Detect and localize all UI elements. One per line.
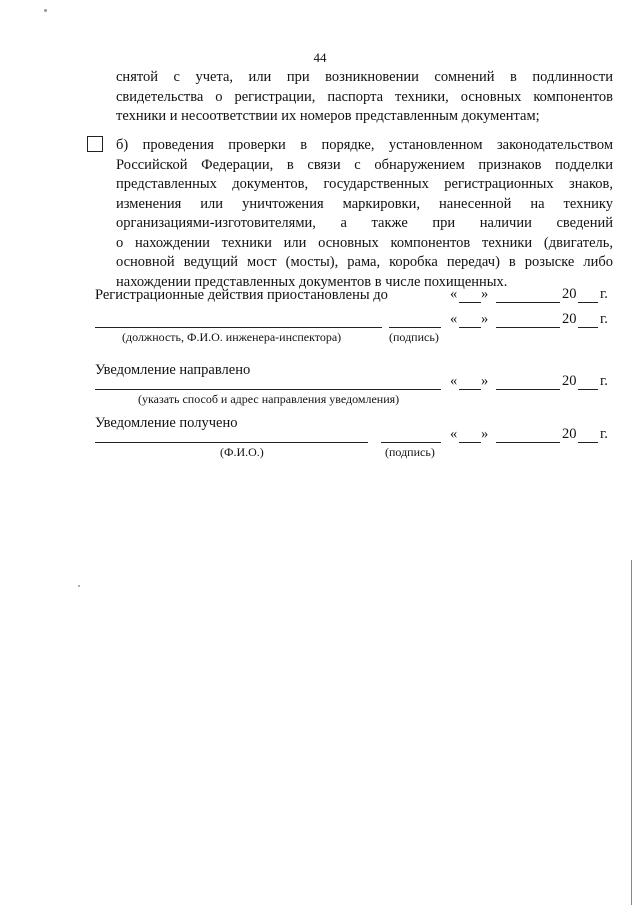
date-field-notice-sent[interactable] [450, 373, 615, 393]
text-line: свидетельства о регистрации, паспорта техники, основных компонентов [116, 88, 613, 105]
month-blank[interactable] [496, 442, 560, 443]
day-blank[interactable] [459, 442, 481, 443]
year-suffix: г. [600, 426, 608, 442]
text-line: организациями-изготовителями, а также при наличии сведений [116, 215, 613, 231]
year-prefix: 20 [562, 373, 577, 389]
date-close-quote: » [481, 426, 489, 442]
recipient-name-line[interactable] [95, 442, 368, 443]
year-blank[interactable] [578, 442, 598, 443]
caption-fio: (Ф.И.О.) [220, 445, 264, 459]
scan-edge-line [631, 560, 632, 905]
date-field-inspector[interactable] [450, 311, 615, 331]
recipient-signature-line[interactable] [381, 442, 441, 443]
registration-suspended-label: Регистрационные действия приостановлены до [95, 287, 388, 303]
month-blank[interactable] [496, 302, 560, 303]
date-close-quote: » [481, 286, 489, 302]
notice-sent-label: Уведомление направлено [95, 362, 251, 378]
year-prefix: 20 [562, 426, 577, 442]
text-line: нахождении представленных документов в числе похищенных. [116, 273, 508, 290]
year-suffix: г. [600, 286, 608, 302]
paragraph-continuation [116, 68, 613, 127]
date-open-quote: « [450, 426, 458, 442]
date-open-quote: « [450, 286, 458, 302]
date-close-quote: » [481, 311, 489, 327]
year-prefix: 20 [562, 286, 577, 302]
year-blank[interactable] [578, 327, 598, 328]
notice-received-label: Уведомление получено [95, 415, 238, 431]
scan-speck [78, 585, 80, 587]
date-close-quote: » [481, 373, 489, 389]
month-blank[interactable] [496, 327, 560, 328]
month-blank[interactable] [496, 389, 560, 390]
notice-method-line[interactable] [95, 389, 441, 390]
year-suffix: г. [600, 311, 608, 327]
checkbox-item-b[interactable] [87, 136, 103, 152]
inspector-name-line[interactable] [95, 327, 382, 328]
year-suffix: г. [600, 373, 608, 389]
caption-signature: (подпись) [389, 330, 439, 344]
text-line: изменения или уничтожения маркировки, нанесенной на технику [116, 195, 613, 212]
date-field-notice-received[interactable] [450, 426, 615, 446]
date-open-quote: « [450, 311, 458, 327]
text-line: снятой с учета, или при возникновении сомнений в подлинности [116, 69, 613, 85]
text-line: представленных документов, государственных регистрационных знаков, [116, 176, 613, 192]
day-blank[interactable] [459, 389, 481, 390]
caption-signature: (подпись) [385, 445, 435, 459]
caption-position-name: (должность, Ф.И.О. инженера-инспектора) [122, 330, 342, 344]
text-line: Российской Федерации, в связи с обнаружением признаков подделки [116, 156, 613, 173]
scan-speck [44, 9, 47, 12]
day-blank[interactable] [459, 327, 481, 328]
paragraph-item-b [116, 136, 613, 292]
caption-notice-method: (указать способ и адрес направления уведомления) [138, 392, 400, 406]
date-field-suspended-until[interactable] [450, 286, 615, 306]
text-line: основной ведущий мост (мосты), рама, коробка передач) в розыске либо [116, 254, 613, 270]
day-blank[interactable] [459, 302, 481, 303]
year-prefix: 20 [562, 311, 577, 327]
text-line: техники и несоответствии их номеров представленным документам; [116, 108, 540, 124]
text-line: б) проведения проверки в порядке, установленном законодательством [116, 137, 613, 153]
inspector-signature-line[interactable] [389, 327, 441, 328]
page-number: 44 [313, 50, 327, 65]
year-blank[interactable] [578, 389, 598, 390]
year-blank[interactable] [578, 302, 598, 303]
date-open-quote: « [450, 373, 458, 389]
text-line: о нахождении техники или основных компонентов техники (двигатель, [116, 234, 613, 251]
